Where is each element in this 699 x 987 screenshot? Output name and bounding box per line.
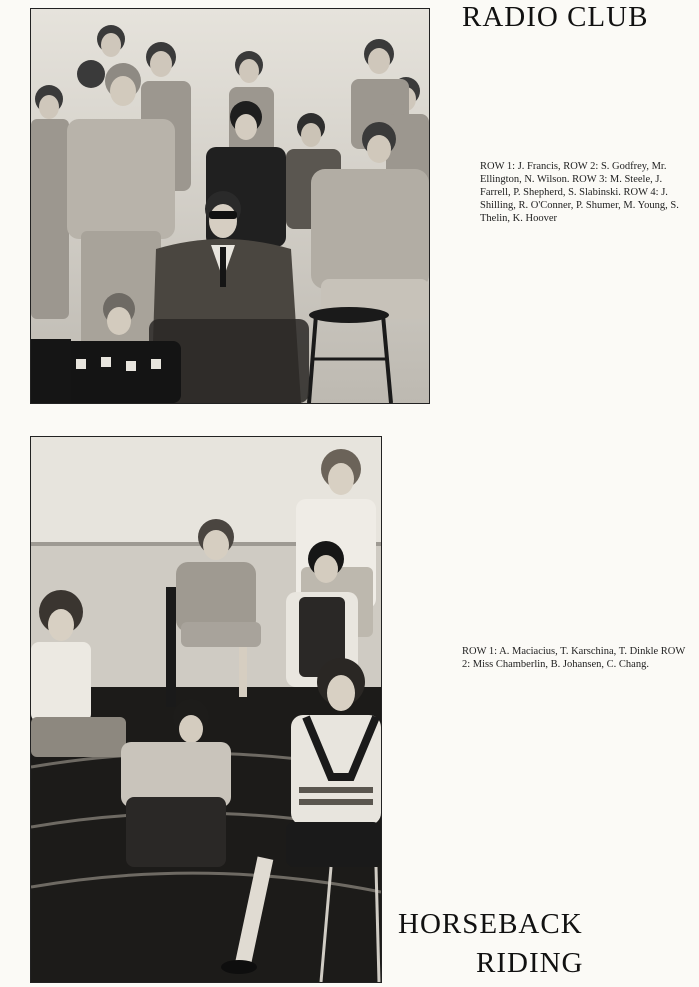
horseback-riding-title-line1: HORSEBACK [398, 908, 583, 940]
horseback-riding-photo-image [31, 437, 381, 982]
radio-club-caption: ROW 1: J. Francis, ROW 2: S. Godfrey, Mr. Ellington, N. Wilson. ROW 3: M. Steele, J. Farrell, P. Shepherd, S. Slabinski. ROW 4: J. Shilling, R. O'Conner, P. Shumer, M. Young, S. Thelin, K. Hoover [480, 161, 679, 224]
horseback-riding-photo [30, 436, 382, 983]
horseback-riding-caption: ROW 1: A. Maciacius, T. Karschina, T. Dinkle ROW 2: Miss Chamberlin, B. Johansen, C. Chang. [462, 646, 686, 670]
radio-club-title: RADIO CLUB [462, 1, 649, 33]
radio-club-photo-image [31, 9, 429, 403]
radio-club-photo [30, 8, 430, 404]
horseback-riding-title-line2: RIDING [476, 947, 584, 979]
